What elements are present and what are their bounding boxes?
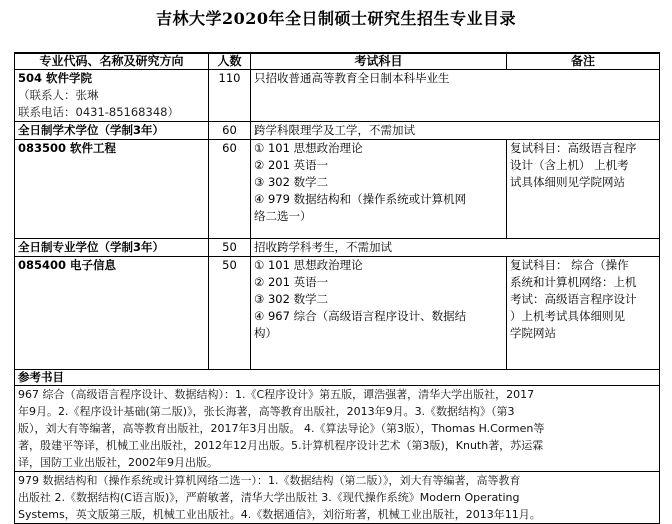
- exam-item: ④ 979 数据结构和（操作系统或计算机网: [254, 192, 467, 206]
- major-085400-count: 50: [209, 257, 251, 370]
- exam-item: ④ 967 综合（高级语言程序设计、数据结: [254, 309, 467, 323]
- remark-line: 学院网站: [510, 326, 556, 340]
- remark-line: 试具体细则见学院网站: [510, 175, 625, 189]
- exam-item: ② 201 英语一: [254, 275, 329, 289]
- header-count: 人数: [209, 53, 251, 70]
- references-979: [15, 472, 660, 524]
- exam-item: ① 101 思想政治理论: [254, 141, 363, 155]
- exam-item: ① 101 思想政治理论: [254, 258, 363, 272]
- page-title: 吉林大学2020年全日制硕士研究生招生专业目录: [155, 9, 517, 28]
- header-major: 专业代码、名称及研究方向: [15, 53, 209, 70]
- professional-degree-label: 全日制专业学位（学制3年）: [15, 239, 209, 257]
- academic-degree-count: 60: [209, 122, 251, 140]
- exam-item: 构）: [254, 326, 277, 340]
- catalog-table: [14, 52, 660, 524]
- reference-line: 年9月。2.《程序设计基础(第二版)》，张长海著，高等教育出版社，2013年9月。3.《数据结构》（第3: [18, 405, 515, 418]
- remark-line: 设计（含上机） 上机考: [510, 158, 629, 172]
- school-contact-person: （联系人：张琳: [18, 88, 99, 102]
- header-row: [15, 53, 660, 70]
- exam-item: ③ 302 数学二: [254, 292, 329, 306]
- school-cell: [15, 70, 209, 122]
- remark-line: 复试科目：高级语言程序: [510, 141, 637, 155]
- references-heading-row: [15, 370, 660, 386]
- header-exam: 考试科目: [251, 53, 507, 70]
- school-name: 504 软件学院: [18, 71, 93, 85]
- remark-line: 复试科目： 综合（操作: [510, 258, 629, 272]
- header-note: 备注: [507, 53, 660, 70]
- exam-item: ③ 302 数学二: [254, 175, 329, 189]
- reference-line: 版），刘大有等编著，高等教育出版社，2017年3月出版。 4.《算法导论》（第3版），Thomas H.Cormen等: [18, 422, 545, 435]
- major-row-083500: [15, 140, 660, 239]
- academic-degree-label: 全日制学术学位（学制3年）: [15, 122, 209, 140]
- major-083500-count: 60: [209, 140, 251, 239]
- reference-line: 979 数据结构和（操作系统或计算机网络二选一）：1.《数据结构（第二版）》，刘大有等编著，高等教育: [18, 474, 521, 487]
- professional-degree-count: 50: [209, 239, 251, 257]
- remark-line: ）上机考试具体细则见: [510, 309, 625, 323]
- major-083500-exams: [251, 140, 507, 239]
- remark-line: 考试：高级语言程序设计: [510, 292, 637, 306]
- major-083500: 083500 软件工程: [15, 140, 209, 239]
- professional-degree-note: 招收跨学科考生，不需加试: [251, 239, 660, 257]
- references-block-979: [15, 472, 660, 524]
- professional-degree-row: [15, 239, 660, 257]
- references-block-967: [15, 386, 660, 472]
- reference-line: 967 综合（高级语言程序设计、数据结构）：1.《C程序设计》第五版，谭浩强著，清华大学出版社，2017: [18, 388, 535, 401]
- reference-line: 出版社 2.《数据结构(C语言版)》，严蔚敏著，清华大学出版社 3.《现代操作系统》Modern Operating: [18, 491, 520, 504]
- major-085400-exams: [251, 257, 507, 370]
- school-requirement: 只招收普通高等教育全日制本科毕业生: [251, 70, 660, 122]
- reference-line: 著，殷建平等译，机械工业出版社，2012年12月出版。5.计算机程序设计艺术（第3版)，Knuth著，苏运霖: [18, 439, 544, 452]
- exam-item: 络二选一）: [254, 209, 312, 223]
- references-heading: 参考书目: [15, 370, 660, 386]
- major-row-085400: [15, 257, 660, 370]
- references-967: [15, 386, 660, 472]
- reference-line: Systems，英文版第三版，机械工业出版社。4.《数据通信》，刘衍珩著，机械工业出版社，2013年11月。: [18, 508, 541, 521]
- remark-line: 系统和计算机网络：上机: [510, 275, 637, 289]
- academic-degree-row: [15, 122, 660, 140]
- exam-item: ② 201 英语一: [254, 158, 329, 172]
- major-085400-remark: [507, 257, 660, 370]
- reference-line: 译，国防工业出版社，2002年9月出版。: [18, 456, 218, 469]
- school-count: 110: [209, 70, 251, 122]
- school-phone: 联系电话：0431-85168348）: [18, 105, 179, 119]
- major-085400: 085400 电子信息: [15, 257, 209, 370]
- school-row: [15, 70, 660, 122]
- academic-degree-note: 跨学科限理学及工学，不需加试: [251, 122, 660, 140]
- major-083500-remark: [507, 140, 660, 239]
